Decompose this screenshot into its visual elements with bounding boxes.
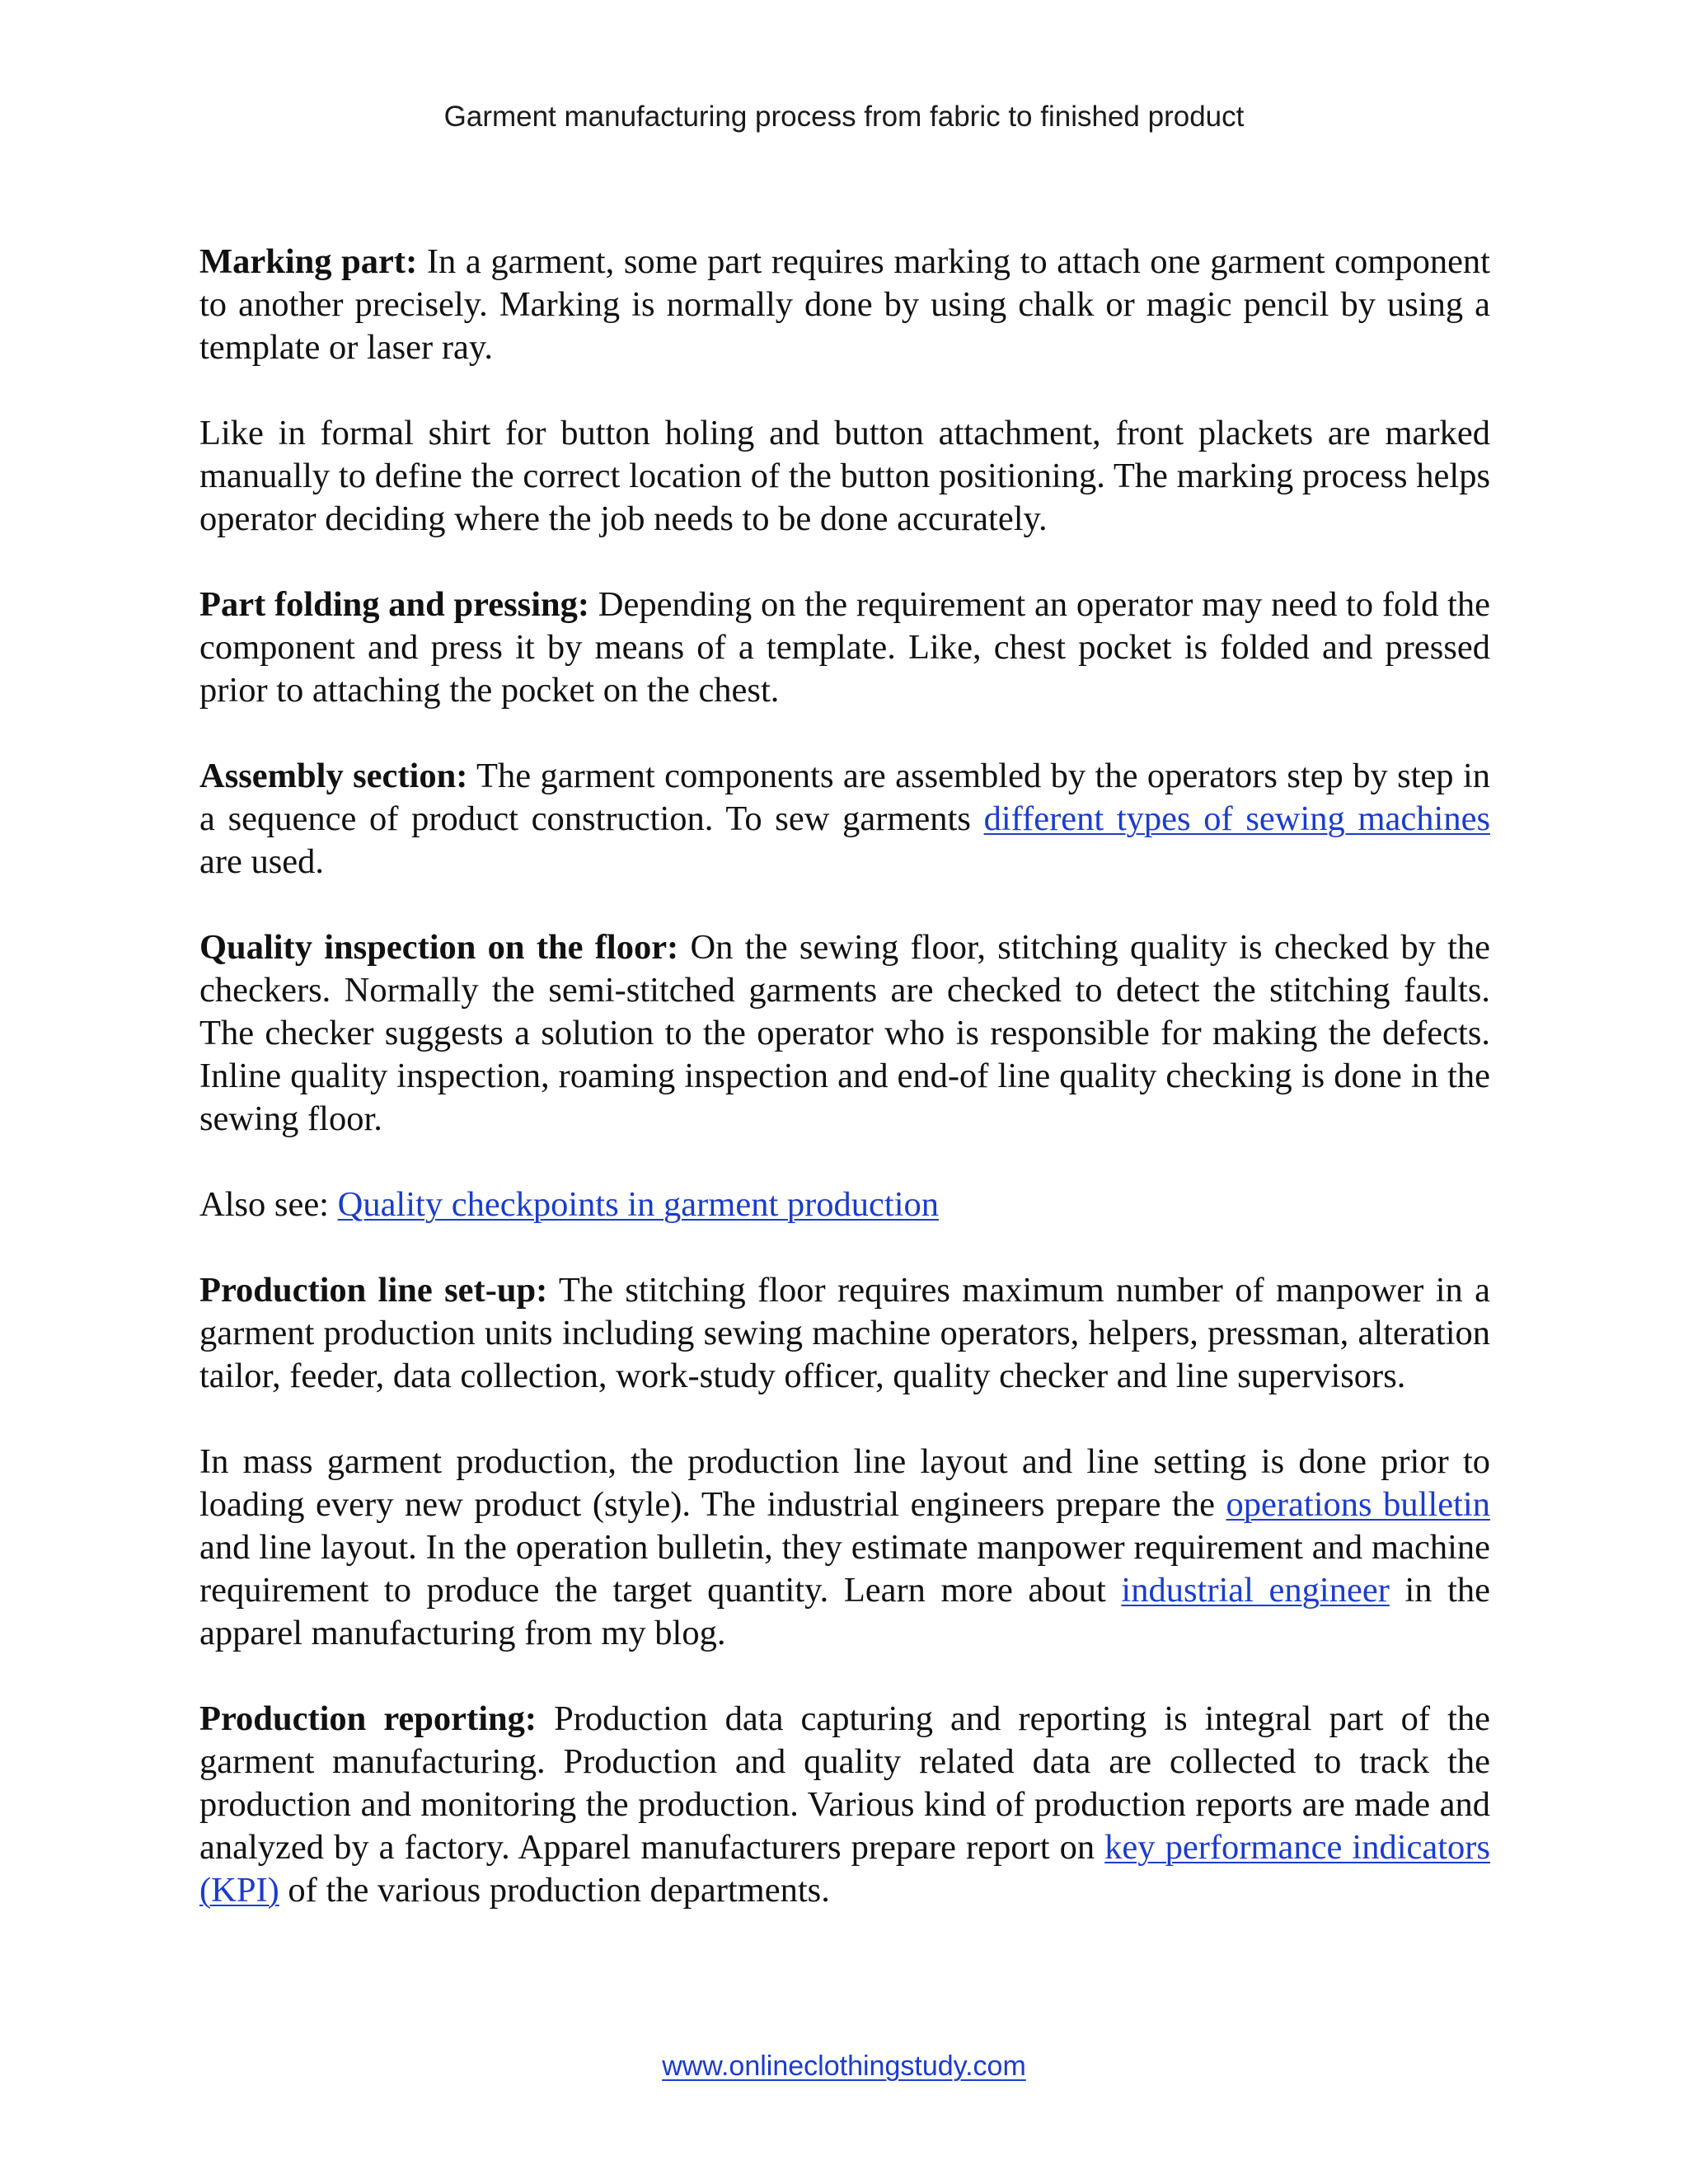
website-link[interactable]: www.onlineclothingstudy.com [662,2050,1026,2082]
folding-paragraph [199,583,1490,712]
mass-production-text-1: In mass garment production, the production line layout and line setting is done prior to loading every new product (style). The industrial engineers prepare the [199,1442,1490,1524]
quality-paragraph [199,926,1490,1141]
marking-paragraph [199,241,1490,369]
marking-example-paragraph [199,412,1490,541]
assembly-text: The garment components are assembled by the operators step by step in a sequence of product construction. To sew garments [199,757,1491,838]
section-heading-reporting: Production reporting: [199,1699,537,1738]
reporting-text-end: of the various production departments. [279,1871,830,1910]
section-heading-marking: Marking part: [199,242,418,281]
mass-production-text-3: in the apparel manufacturing from my blog. [199,1571,1491,1652]
section-heading-line-setup: Production line set-up: [199,1271,548,1310]
also-see-label: Also see: [199,1185,338,1224]
marking-text: In a garment, some part requires marking to attach one garment component to another precisely. Marking is normally done by using chalk or magic pencil by using a template or laser ray. [199,242,1490,367]
page-header: Garment manufacturing process from fabric to finished product [443,101,1245,133]
folding-text: Depending on the requirement an operator may need to fold the component and press it by means of a template. Like, chest pocket is folded and pressed prior to attaching the pocket on the chest. [199,585,1490,710]
sewing-machines-link[interactable]: different types of sewing machines [983,799,1490,838]
kpi-link[interactable]: key performance indicators (KPI) [199,1828,1490,1910]
section-heading-quality: Quality inspection on the floor: [199,928,679,967]
line-setup-text: The stitching floor requires maximum number of manpower in a garment production units including sewing machine operators, helpers, pressman, alteration tailor, feeder, data collection, work-study officer, quality checker and line supervisors. [199,1271,1490,1395]
operations-bulletin-link[interactable]: operations bulletin [1226,1485,1490,1524]
mass-production-paragraph [199,1441,1490,1655]
assembly-paragraph [199,755,1490,883]
document-body [199,241,1490,1912]
mass-production-text-2: and line layout. In the operation bulletin, they estimate manpower requirement and machine requirement to produce the target quantity. Learn more about [199,1528,1490,1610]
also-see-paragraph [199,1183,1490,1226]
section-heading-assembly: Assembly section: [199,757,468,795]
reporting-paragraph [199,1698,1490,1912]
industrial-engineer-link[interactable]: industrial engineer [1121,1571,1390,1610]
assembly-text-end: are used. [199,842,325,881]
marking-example-text: Like in formal shirt for button holing and button attachment, front plackets are marked manually to define the correct location of the button positioning. The marking process helps operator deciding where the job needs to be done accurately. [199,414,1490,538]
section-heading-folding: Part folding and pressing: [199,585,590,624]
quality-checkpoints-link[interactable]: Quality checkpoints in garment production [337,1185,940,1224]
line-setup-paragraph [199,1269,1490,1398]
reporting-text: Production data capturing and reporting is integral part of the garment manufacturing. Production and quality related data are collected to track the production and monitoring the production. Various kind of production reports are made and analyzed by a factory. Apparel manufacturers prepare report on [199,1699,1490,1867]
quality-text: On the sewing floor, stitching quality is checked by the checkers. Normally the semi-stitched garments are checked to detect the stitching faults. The checker suggests a solution to the operator who is responsible for making the defects. Inline quality inspection, roaming inspection and end-of line quality checking is done in the sewing floor. [199,928,1490,1138]
page-footer [0,2050,1688,2083]
